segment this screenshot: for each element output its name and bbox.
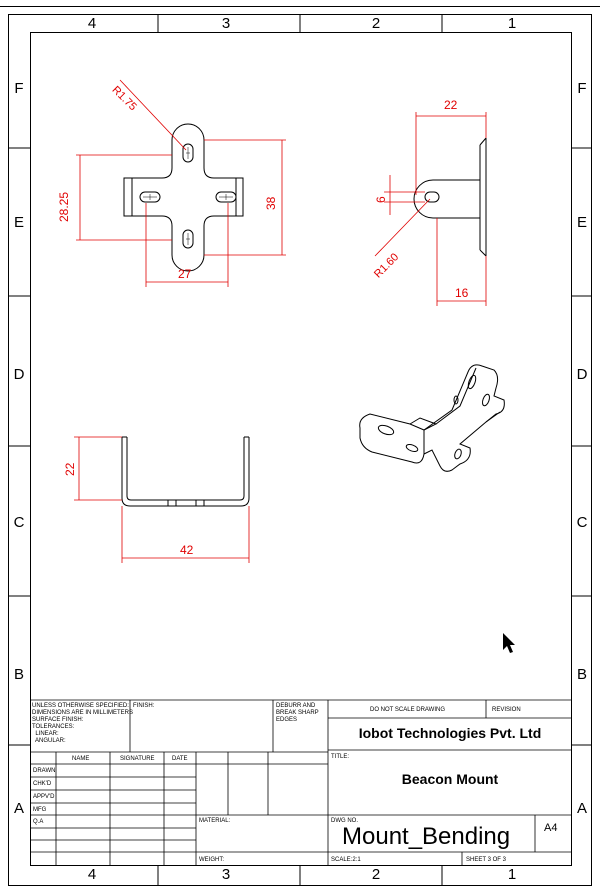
dim-front-radius: R1.75 [109, 84, 139, 114]
unless-specified-line-6: ANGULAR: [32, 738, 66, 744]
unless-specified-line-4: TOLERANCES: [32, 724, 75, 730]
dwg-no-label: DWG NO. [331, 818, 358, 824]
row-mfg: MFG [33, 807, 47, 813]
dim-top-height: 22 [63, 462, 77, 476]
dim-side-width-top: 22 [444, 98, 458, 112]
zone-row-right-d: D [576, 366, 588, 383]
front-dimensions [76, 80, 286, 287]
dim-side-width-bottom: 16 [455, 286, 469, 300]
top-view [122, 437, 249, 506]
zone-row-right-f: F [577, 80, 587, 97]
zone-col-top-4: 4 [87, 15, 97, 32]
side-dimensions [375, 112, 486, 306]
unless-specified-line-1: UNLESS OTHERWISE SPECIFIED: [32, 703, 129, 709]
drawing-title: Beacon Mount [401, 771, 499, 787]
dim-side-slot: 6 [374, 196, 388, 203]
weight-label: WEIGHT: [199, 857, 224, 863]
dim-front-width: 27 [178, 267, 192, 281]
zone-row-right-e: E [576, 214, 587, 231]
zone-row-right-b: B [576, 666, 587, 683]
front-view [124, 124, 243, 271]
side-view [414, 138, 486, 256]
zone-row-left-a: A [13, 800, 24, 817]
zone-ticks [9, 15, 591, 885]
material-label: MATERIAL: [199, 818, 231, 824]
sheet-number: SHEET 3 OF 3 [466, 857, 506, 863]
header-name: NAME [72, 756, 90, 762]
zone-row-left-c: C [13, 514, 25, 531]
zone-row-left-f: F [14, 80, 24, 97]
zone-col-top-1: 1 [507, 15, 517, 32]
zone-col-bottom-4: 4 [87, 866, 97, 883]
isometric-view [360, 365, 505, 471]
drawing-number: Mount_Bending [342, 823, 511, 850]
zone-row-left-d: D [13, 366, 25, 383]
zone-row-left-e: E [13, 214, 24, 231]
row-drawn: DRAWN [33, 768, 56, 774]
deburr-line-2: BREAK SHARP [276, 710, 319, 716]
deburr-line-1: DEBURR AND [276, 703, 316, 709]
do-not-scale: DO NOT SCALE DRAWING [370, 707, 446, 713]
finish-label: FINISH: [133, 703, 155, 709]
row-approved: APPV'D [33, 794, 55, 800]
zone-row-left-b: B [13, 666, 24, 683]
unless-specified-line-5: LINEAR: [32, 731, 59, 737]
header-date: DATE [172, 756, 188, 762]
header-signature: SIGNATURE [120, 756, 155, 762]
zone-col-bottom-3: 3 [221, 866, 231, 883]
dim-front-height-right: 38 [264, 196, 278, 210]
zone-row-right-a: A [576, 800, 587, 817]
unless-specified-line-3: SURFACE FINISH: [32, 717, 84, 723]
sheet-size: A4 [544, 822, 558, 834]
company-name: Iobot Technologies Pvt. Ltd [358, 725, 542, 741]
deburr-line-3: EDGES [276, 717, 298, 723]
revision-label: REVISION [492, 707, 521, 713]
dim-top-width: 42 [180, 543, 194, 557]
zone-col-bottom-1: 1 [507, 866, 517, 883]
row-qa: Q.A [33, 819, 44, 825]
mouse-cursor [503, 633, 515, 653]
zone-col-top-2: 2 [371, 15, 381, 32]
dim-front-height-left: 28.25 [57, 191, 71, 222]
scale: SCALE:2:1 [331, 857, 361, 863]
row-checked: CHK'D [33, 781, 52, 787]
title-label: TITLE: [331, 754, 350, 760]
zone-row-right-c: C [576, 514, 588, 531]
zone-col-bottom-2: 2 [371, 866, 381, 883]
unless-specified-line-2: DIMENSIONS ARE IN MILLIMETERS [32, 710, 134, 716]
dim-side-radius: R1.60 [372, 251, 402, 281]
zone-col-top-3: 3 [221, 15, 231, 32]
